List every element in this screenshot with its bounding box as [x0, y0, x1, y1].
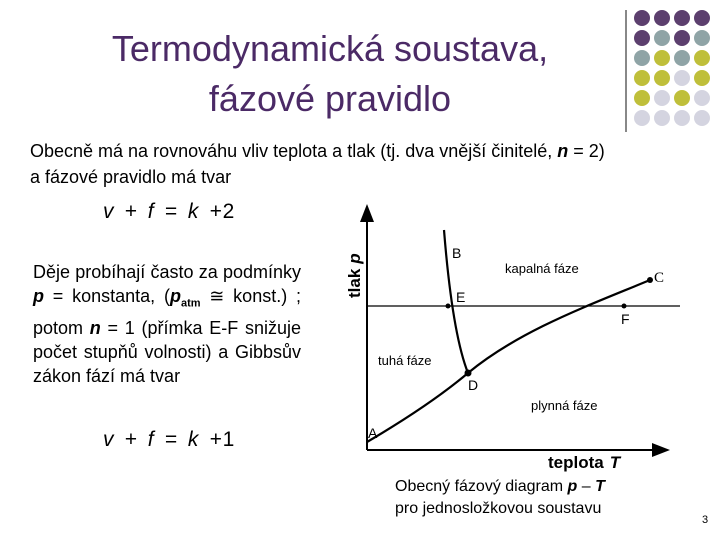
- formula2-f: f: [147, 428, 155, 451]
- y-axis-label: [345, 253, 364, 298]
- point-label-d: D: [468, 377, 479, 393]
- point-label-b: B: [452, 245, 462, 261]
- diagram-caption: [395, 476, 675, 520]
- decorative-dot: [654, 30, 670, 46]
- slide-title: [40, 24, 620, 124]
- caption-line-1: [395, 476, 675, 498]
- body2-text-1: Děje probíhají často za podmínky: [33, 262, 301, 282]
- formula1-k: k: [187, 200, 200, 223]
- caption-dash: –: [577, 478, 596, 495]
- formula2-k: k: [187, 428, 200, 451]
- y-axis-label-symbol: p: [345, 253, 364, 264]
- region-label-gas: plynná fáze: [531, 398, 598, 413]
- decorative-dot: [634, 90, 650, 106]
- decorative-dot: [634, 10, 650, 26]
- decorative-dot: [674, 10, 690, 26]
- decorative-dot: [694, 110, 710, 126]
- decorative-dot: [694, 50, 710, 66]
- formula2-plus: +: [124, 428, 138, 451]
- formula1-plus: +: [124, 200, 138, 223]
- intro-paragraph: [30, 138, 610, 190]
- decorative-dot: [674, 30, 690, 46]
- body2-text-2: = konstanta, (: [44, 286, 170, 306]
- title-line-2: fázové pravidlo: [208, 78, 452, 119]
- y-axis-arrow-icon: [360, 204, 374, 222]
- intro-text-2: = 2) a fázové pravidlo má tvar: [30, 141, 605, 187]
- decorative-dot: [634, 50, 650, 66]
- decorative-dot: [694, 30, 710, 46]
- formula1-equals: =: [164, 200, 178, 223]
- formula2-plus-2: +: [209, 428, 223, 451]
- decorative-dot: [634, 70, 650, 86]
- formula2-number: 1: [222, 428, 236, 451]
- body2-text-4: = 1 (přímka E-F snižuje počet stupňů volnosti) a Gibbsův zákon fází má tvar: [33, 317, 301, 386]
- decorative-dot: [674, 50, 690, 66]
- decorative-dot: [634, 30, 650, 46]
- decorative-divider: [625, 10, 627, 132]
- decorative-dot: [694, 10, 710, 26]
- decorative-dot: [694, 70, 710, 86]
- decorative-dot: [674, 110, 690, 126]
- gibbs-formula-2: [103, 428, 235, 452]
- x-axis-label: [548, 453, 622, 472]
- sublimation-curve: [367, 373, 468, 442]
- intro-text-1: Obecně má na rovnováhu vliv teplota a tlak (tj. dva vnější činitelé,: [30, 141, 558, 161]
- decorative-dot: [634, 110, 650, 126]
- caption-t-symbol: T: [595, 478, 605, 495]
- decorative-dot: [654, 110, 670, 126]
- caption-p-symbol: p: [567, 478, 578, 495]
- point-c-marker: [647, 277, 653, 283]
- phase-diagram: [340, 200, 680, 475]
- body2-atm-subscript: atm: [180, 297, 201, 310]
- region-label-liquid: kapalná fáze: [505, 261, 579, 276]
- point-label-c: C: [654, 270, 665, 286]
- formula1-plus-2: +: [209, 200, 223, 223]
- formula1-v: v: [103, 200, 115, 223]
- decorative-dot: [654, 10, 670, 26]
- body2-p-symbol: p: [33, 286, 44, 306]
- formula1-number: 2: [222, 200, 236, 223]
- body2-p-atm-symbol: p: [169, 286, 181, 306]
- intro-n-symbol: n: [557, 141, 569, 161]
- point-f-marker: [622, 304, 627, 309]
- point-label-a: A: [368, 425, 378, 441]
- body2-text-3: ≅ konst.) ; potom: [33, 286, 301, 338]
- decorative-dot: [674, 90, 690, 106]
- decorative-dot: [674, 70, 690, 86]
- formula2-v: v: [103, 428, 115, 451]
- gibbs-formula-1: [103, 200, 235, 224]
- decorative-dot: [654, 90, 670, 106]
- decorative-dot: [654, 50, 670, 66]
- body2-n-symbol: n: [89, 317, 101, 338]
- formula1-f: f: [147, 200, 155, 223]
- x-axis-arrow-icon: [652, 443, 670, 457]
- title-line-1: Termodynamická soustava,: [111, 28, 549, 69]
- page-number: 3: [702, 514, 709, 526]
- point-e-marker: [446, 304, 451, 309]
- region-label-solid: tuhá fáze: [378, 353, 432, 368]
- x-axis-label-symbol: T: [609, 453, 621, 472]
- caption-line-2: pro jednosložkovou soustavu: [395, 500, 602, 517]
- decorative-dot: [654, 70, 670, 86]
- formula2-equals: =: [164, 428, 178, 451]
- point-label-e: E: [456, 289, 466, 305]
- x-axis-label-word: teplota: [548, 453, 604, 472]
- constant-pressure-paragraph: [33, 260, 301, 388]
- caption-text: Obecný fázový diagram: [395, 478, 568, 495]
- y-axis-label-word: tlak: [345, 268, 364, 298]
- point-d-marker: [465, 370, 472, 377]
- point-label-f: F: [621, 311, 630, 327]
- decorative-dot: [694, 90, 710, 106]
